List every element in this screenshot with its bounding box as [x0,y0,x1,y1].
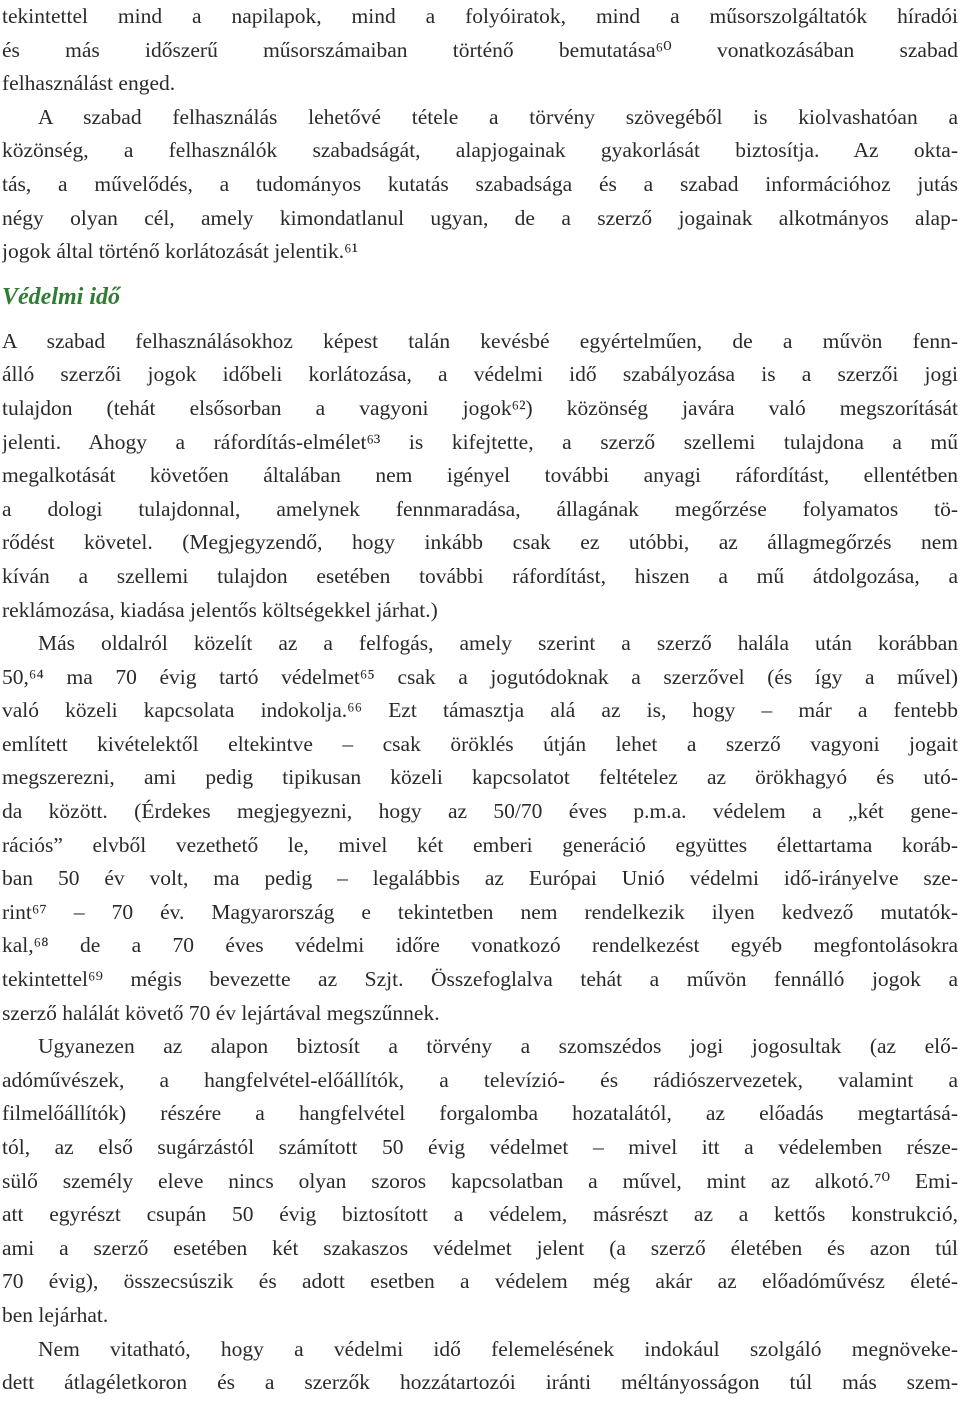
text-line: Más oldalról közelít az a felfogás, amely szerint a szerző halála után korábban [38,631,958,656]
text-line: att egyrészt csupán 50 évig biztosított a védelem, másrészt az a kettős konstrukció, [2,1202,958,1227]
section-heading-line [2,269,958,325]
text-line: Ugyanezen az alapon biztosít a törvény a szomszédos jogi jogosultak (az elő- [38,1034,958,1059]
text-line: dett átlagéletkoron és a szerzők hozzátartozói iránti méltányosságon túl más szem- [2,1370,958,1395]
text-line: kal,⁶⁸ de a 70 éves védelmi időre vonatkozó rendelkezést egyéb megfontolásokra [2,933,958,958]
text-line: filmelőállítók) részére a hangfelvétel forgalomba hozatalától, az előadás megtartásá- [2,1101,958,1126]
text-line: da között. (Érdekes megjegyezni, hogy az 50/70 éves p.m.a. védelem a „két gene- [2,799,958,824]
body-block [2,325,958,1400]
text-line: 50,⁶⁴ ma 70 évig tartó védelmet⁶⁵ csak a jogutódoknak a szerzővel (és így a művel) [2,664,958,689]
text-line: rődést követel. (Megjegyzendő, hogy inkább csak ez utóbbi, az állagmegőrzés nem [2,530,958,555]
paragraph [2,1333,958,1400]
text-line: felhasználást enged. [2,71,176,96]
text-line: tás, a művelődés, a tudományos kutatás szabadsága és a szabad információhoz jutás [2,171,958,196]
text-line: közönség, a felhasználók szabadságát, alapjogainak gyakorlását biztosítja. Az okta- [2,138,958,163]
text-line: való közeli kapcsolata indokolja.⁶⁶ Ezt támasztja alá az is, hogy – már a fentebb [2,698,958,723]
paragraph [2,627,958,1030]
text-line: tól, az első sugárzástól számított 50 évig védelmet – mivel itt a védelemben része- [2,1135,958,1159]
text-line: Nem vitatható, hogy a védelmi idő felemelésének indokául szolgáló megnöveke- [38,1336,958,1361]
text-line: a dologi tulajdonnal, amelynek fennmaradása, állagának megőrzése folyamatos tö- [2,496,958,521]
text-line: megalkotását követően általában nem igényel további anyagi ráfordítást, ellentétben [2,463,958,488]
text-line: rációs” elvből vezethető le, mivel két emberi generáció együttes élettartama koráb- [2,832,958,857]
text-line: négy olyan cél, amely kimondatlanul ugyan, de a szerző jogainak alkotmányos alap- [2,205,958,230]
text-line: jogok által történő korlátozását jelentik.⁶¹ [2,239,359,264]
text-line: sülő személy eleve nincs olyan szoros kapcsolatban a művel, mint az alkotó.⁷⁰ Emi- [2,1168,958,1193]
section-heading: Védelmi idő [2,283,120,310]
text-line: adóművészek, a hangfelvétel-előállítók, a televízió- és rádiószervezetek, valamint a [2,1067,958,1092]
text-line: 70 évig), összecsúszik és adott esetben a védelem még akár az előadóművész életé- [2,1269,958,1294]
text-line: szerző halálát követő 70 év lejártával megszűnnek. [2,1000,440,1025]
text-line: álló szerzői jogok időbeli korlátozása, a védelmi idő szabályozása is a szerzői jogi [2,362,958,387]
paragraph [2,325,958,627]
text-line: megszerezni, ami pedig tipikusan közeli kapcsolatot feltételez az örökhagyó és utó- [2,765,958,790]
text-line: A szabad felhasználás lehetővé tétele a törvény szövegéből is kiolvashatóan a [38,104,958,129]
text-line: említett kivételektől eltekintve – csak öröklés útján lehet a szerző vagyoni jogait [2,731,958,756]
text-line: tekintettel⁶⁹ mégis bevezette az Szjt. Összefoglalva tehát a művön fennálló jogok a [2,967,958,992]
document-page [2,0,958,1400]
text-line: jelenti. Ahogy a ráfordítás-elmélet⁶³ is kifejtette, a szerző szellemi tulajdona a mű [2,429,958,454]
text-line: ami a szerző esetében két szakaszos védelmet jelent (a szerző életében és azon túl [2,1235,958,1260]
text-line: tekintettel mind a napilapok, mind a folyóiratok, mind a műsorszolgáltatók híradói [2,4,958,28]
text-line: rint⁶⁷ – 70 év. Magyarország e tekintetben nem rendelkezik ilyen kedvező mutatók- [2,899,958,924]
text-line: A szabad felhasználásokhoz képest talán kevésbé egyértelműen, de a művön fenn- [2,328,958,353]
text-line: reklámozása, kiadása jelentős költségekkel járhat.) [2,597,438,622]
text-line: ben lejárhat. [2,1302,109,1327]
text-line: ban 50 év volt, ma pedig – legalábbis az Európai Unió védelmi idő-irányelve sze- [2,866,958,891]
intro-block [2,0,958,269]
paragraph [2,1030,958,1332]
text-line: tulajdon (tehát elsősorban a vagyoni jogok⁶²) közönség javára való megszorítását [2,395,958,420]
text-line: és más időszerű műsorszámaiban történő bemutatása⁶⁰ vonatkozásában szabad [2,37,958,62]
text-line: kíván a szellemi tulajdon esetében további ráfordítást, hiszen a mű átdolgozása, a [2,563,958,588]
